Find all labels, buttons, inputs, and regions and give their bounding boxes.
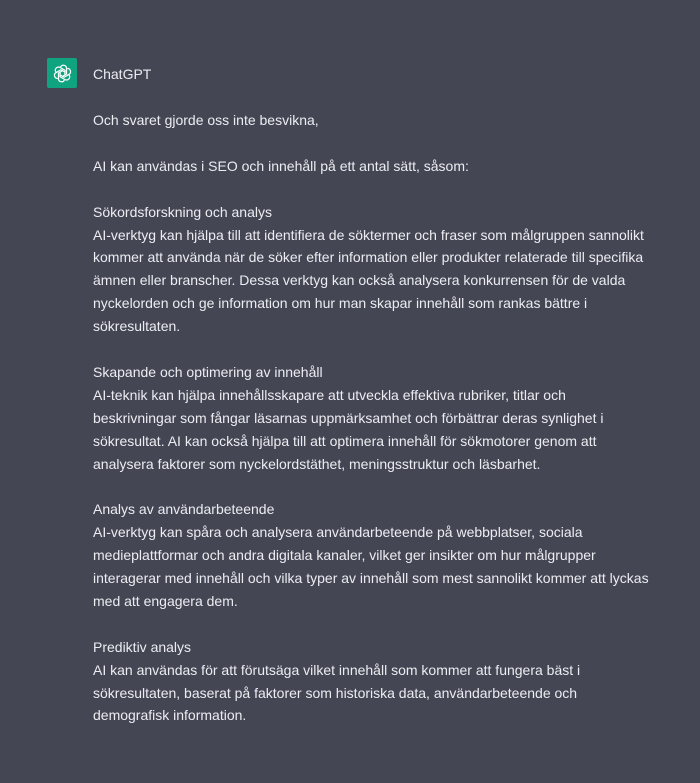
openai-logo-icon xyxy=(52,63,73,84)
section-body-predictive-analysis: AI kan användas för att förutsäga vilket innehåll som kommer att fungera bäst i sökresultaten, baserat på faktorer som historiska data, användarbeteende och demografisk information. xyxy=(93,661,581,724)
section-heading-content-creation: Skapande och optimering av innehåll xyxy=(93,363,323,380)
section-heading-keyword-research: Sökordsforskning och analys xyxy=(93,203,272,220)
section-body-user-behavior: AI-verktyg kan spåra och analysera användarbeteende på webbplatser, sociala medieplattformar och andra digitala kanaler, vilket ger insikter om hur målgrupper interagerar med innehåll och vilka typer av innehåll som mest sannolikt kommer att lyckas med att engagera dem. xyxy=(93,524,649,609)
section-heading-user-behavior: Analys av användarbeteende xyxy=(93,501,275,518)
chatgpt-avatar xyxy=(47,58,77,88)
section-heading-predictive-analysis: Prediktiv analys xyxy=(93,638,192,655)
message-content xyxy=(93,109,653,727)
section-body-content-creation: AI-teknik kan hjälpa innehållsskapare att utveckla effektiva rubriker, titlar och beskrivningar som fångar läsarnas uppmärksamhet och förbättrar deras synlighet i sökresultat. AI kan också hjälpa till att optimera innehåll för sökmotorer genom att analysera faktorer som nyckelordstäthet, meningsstruktur och läsbarhet. xyxy=(93,386,604,472)
message-intro: Och svaret gjorde oss inte besvikna, xyxy=(93,112,319,128)
sender-name: ChatGPT xyxy=(93,66,152,82)
section-body-keyword-research: AI-verktyg kan hjälpa till att identifiera de söktermer och fraser som målgruppen sannolikt kommer att använda när de söker efter information eller produkter relaterade till specifika ämnen eller branscher. Dessa verktyg kan också analysera konkurrensen för de valda nyckelorden och ge information om hur man skapar innehåll som rankas bättre i sökresultaten. xyxy=(93,226,644,335)
message-lead: AI kan användas i SEO och innehåll på ett antal sätt, såsom: xyxy=(93,157,469,174)
